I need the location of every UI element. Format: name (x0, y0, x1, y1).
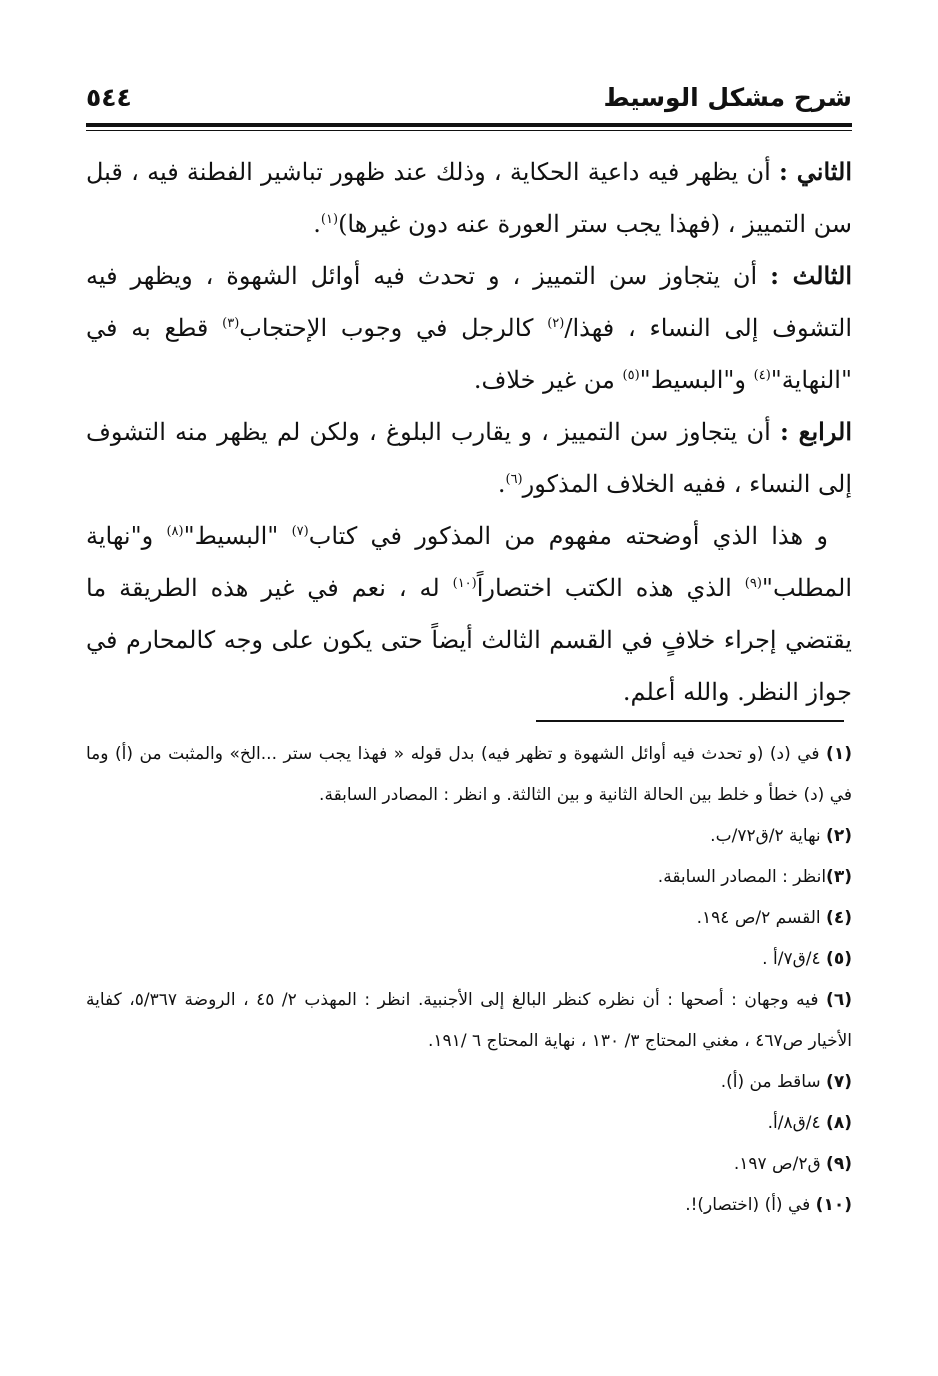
footnote (86, 734, 852, 816)
footnote (86, 1144, 852, 1185)
footnote (86, 816, 852, 857)
footnote-ref: (٦) (505, 472, 523, 487)
paragraph-text: و"البسيط" (639, 366, 754, 394)
paragraph-text: "البسيط" (183, 522, 292, 550)
paragraph-text: من غير خلاف. (473, 366, 623, 394)
header-rule-thin (86, 130, 852, 131)
paragraph-second (86, 146, 852, 250)
paragraph-text: قطع به في "النهاية" (86, 314, 852, 394)
footnote-number: (٢) (826, 826, 852, 846)
footnote (86, 1062, 852, 1103)
footnote (86, 1103, 852, 1144)
paragraph-text: أن يتجاوز سن التمييز ، و تحدث فيه أوائل الشهوة ، ويظهر فيه التشوف إلى النساء ، فهذا/ (86, 262, 853, 342)
footnote-ref: (٨) (166, 524, 184, 539)
running-title: شرح مشكل الوسيط (603, 83, 852, 112)
paragraph-text: و"نهاية المطلب" (86, 522, 852, 602)
footnote (86, 980, 852, 1062)
footnote-text: في (أ) (اختصار)!. (685, 1195, 816, 1215)
footnote-number: (٩) (826, 1154, 852, 1174)
footnote-text: ٤/ق٨/أ. (767, 1113, 827, 1133)
footnote-ref: (٧) (291, 524, 309, 539)
footnote-text: ٤/ق٧/أ . (762, 949, 827, 969)
paragraph-conclusion (86, 510, 852, 718)
footnote-number: (٣) (826, 867, 852, 887)
footnote-number: (٨) (826, 1113, 852, 1133)
page-number: ٥٤٤ (86, 83, 132, 112)
footnote-ref: (٥) (622, 368, 640, 383)
paragraph-text: له ، نعم في غير هذه الطريقة ما يقتضي إجراء خلافٍ في القسم الثالث أيضاً حتى يكون على وجه كالمحارم في جواز النظر. والله أعلم. (86, 574, 852, 706)
paragraph-lead: الرابع : (779, 417, 853, 446)
header-rule-thick (86, 123, 852, 127)
footnote-separator (536, 720, 844, 722)
footnote-number: (١) (826, 744, 852, 764)
footnote-number: (١٠) (815, 1195, 852, 1215)
footnote-ref: (١) (320, 212, 339, 227)
footnote-ref: (١٠) (452, 576, 477, 591)
footnote (86, 939, 852, 980)
main-text (86, 146, 852, 718)
footnote-text: نهاية ٢/ق٧٢/ب. (710, 826, 827, 846)
footnote-text: انظر : المصادر السابقة. (657, 867, 827, 887)
paragraph-text: الذي هذه الكتب اختصاراً (476, 574, 745, 602)
paragraph-text: أن يظهر فيه داعية الحكاية ، وذلك عند ظهور تباشير الفطنة فيه ، قبل سن التمييز ، (فهذا يجب ستر العورة عنه دون غيرها) (86, 158, 852, 238)
paragraph-fourth (86, 406, 852, 510)
paragraph-tail: . (497, 470, 506, 498)
paragraph-lead: الثاني : (778, 157, 853, 186)
footnote-text: ساقط من (أ). (720, 1072, 827, 1092)
page-header (86, 80, 852, 126)
footnote-number: (٤) (826, 908, 852, 928)
footnotes (86, 734, 852, 1226)
footnote (86, 1185, 852, 1226)
paragraph-text: و هذا الذي أوضحته مفهوم من المذكور في كتاب (308, 522, 828, 550)
footnote-number: (٦) (826, 990, 852, 1010)
footnote-text: القسم ٢/ص ١٩٤. (696, 908, 827, 928)
footnote-ref: (٩) (744, 576, 762, 591)
footnote-ref: (٣) (222, 316, 240, 331)
footnote-text: في (د) (و تحدث فيه أوائل الشهوة و تظهر فيه) بدل قوله « فهذا يجب ستر ...الخ» والمثبت من (أ) وما في (د) خطأ و خلط بين الحالة الثانية و بين الثالثة. و انظر : المصادر السابقة. (86, 744, 852, 805)
footnote (86, 857, 852, 898)
paragraph-tail: . (313, 210, 321, 238)
paragraph-third (86, 250, 852, 406)
footnote-number: (٥) (826, 949, 852, 969)
paragraph-text: أن يتجاوز سن التمييز ، و يقارب البلوغ ، ولكن لم يظهر منه التشوف إلى النساء ، ففيه الخلاف المذكور (86, 418, 852, 498)
footnote-ref: (٤) (753, 368, 771, 383)
paragraph-lead: الثالث : (770, 261, 853, 290)
footnote-number: (٧) (826, 1072, 852, 1092)
footnote-text: فيه وجهان : أصحها : أن نظره كنظر البالغ إلى الأجنبية. انظر : المهذب ٢/ ٤٥ ، الروضة ٥/٣٦٧، كفاية الأخيار ص٤٦٧ ، مغني المحتاج ٣/ ١٣٠ ، نهاية المحتاج ٦ /١٩١. (86, 990, 852, 1051)
paragraph-text: كالرجل في وجوب الإحتجاب (239, 314, 548, 342)
footnote-text: ق٢/ص ١٩٧. (733, 1154, 827, 1174)
footnote (86, 898, 852, 939)
footnote-ref: (٢) (547, 316, 565, 331)
